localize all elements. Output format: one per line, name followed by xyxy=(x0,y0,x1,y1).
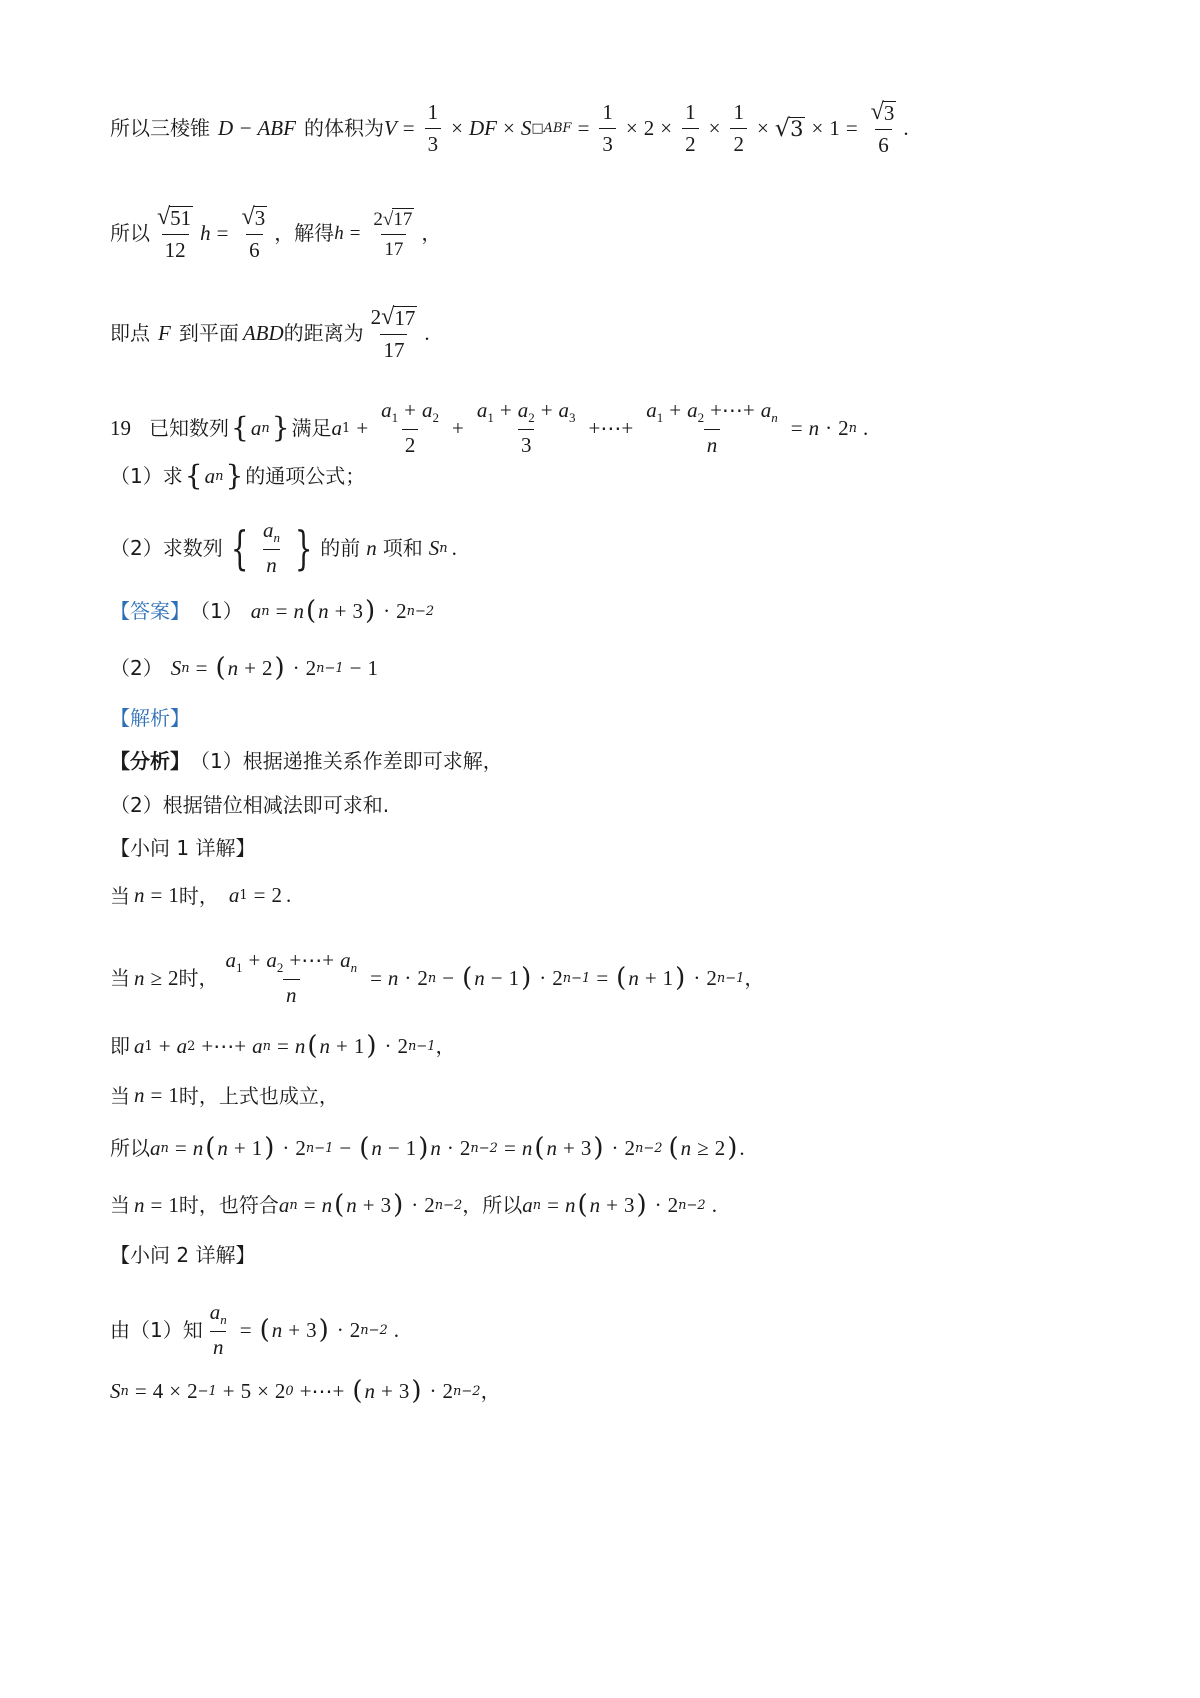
volume-line: 所以三棱锥 D − ABF 的体积为 V = $\frac{1}{3}$ × DF × S □ ABF = $\frac{1}{3}$ × 2 × $\frac{1}{2}$ × $\frac{1}{2}$ × √ 3 × 1 = √ 3 6 . xyxy=(110,99,909,157)
text-prefix: 所以三棱锥 xyxy=(110,116,210,140)
answer-2: （2） S n = ( n + 2 ) · 2 n−1 − 1 xyxy=(110,653,378,683)
sub-question-text2: 项和 xyxy=(382,536,423,560)
fenxi-text-2: （2）根据错位相减法即可求和. xyxy=(110,793,390,817)
analysis-line-2 xyxy=(110,795,389,815)
step-4: 当 n = 1 时，上式也成立， xyxy=(110,1083,339,1108)
solve-h-line: 所以 √ 51 12 h = √ 3 6 ，解得 h = 2 √ 17 17 ， xyxy=(110,204,442,262)
distance-line: 即点 F 到平面 ABD 的距离为 2 √ 17 17 . xyxy=(110,304,430,362)
text: 当 xyxy=(110,966,130,990)
step-1: 当 n = 1 时， a 1 = 2 . xyxy=(110,883,292,908)
text-prefix: 即点 xyxy=(110,321,150,345)
sub-question-1: （1）求 { a n } 的通项公式； xyxy=(110,459,366,492)
fenxi-text-1: （1）根据递推关系作差即可求解， xyxy=(190,749,503,773)
math-volume: V xyxy=(383,115,397,140)
step-8: S n = 4 × 2 −1 + 5 × 2 0 +⋯+ ( n + 3 ) · 2 n−2 ， xyxy=(110,1376,501,1406)
text: 时， xyxy=(178,883,219,908)
section-title: 【小问 2 详解】 xyxy=(110,1243,256,1267)
answer-label: （2） xyxy=(110,656,163,680)
text: 时，上式也成立， xyxy=(178,1083,339,1108)
sub1-title xyxy=(110,838,255,858)
text-mid: ，解得 xyxy=(274,221,335,245)
text-mid: 的体积为 xyxy=(303,116,384,140)
step-6: 当 n = 1 时，也符合 a n = n ( n + 3 ) · 2 n−2 ，所以 a n = n ( n + 3 ) · 2 n−2 . xyxy=(110,1190,717,1220)
step-5: 所以 a n = n ( n + 1 ) · 2 n−1 − ( n − 1 ) n · 2 n−2 = n ( n + 3 ) · 2 n−2 ( n ≥ 2 ) . xyxy=(110,1133,745,1163)
text-prefix: 所以 xyxy=(110,221,150,245)
sub-question-2: （2）求数列 { $\frac{a_n}{n}$ } 的前 n 项和 S n . xyxy=(110,518,457,577)
analysis-label: 【解析】 xyxy=(110,706,190,730)
section-title: 【小问 1 详解】 xyxy=(110,836,256,860)
text: 时， xyxy=(178,966,219,990)
text: 当 xyxy=(110,883,130,908)
sub-question-text: 的前 xyxy=(320,536,361,560)
text-mid2: 的距离为 xyxy=(283,321,364,345)
question-text: 已知数列 xyxy=(149,416,229,440)
text: 当 xyxy=(110,1193,130,1217)
text: 当 xyxy=(110,1083,130,1108)
question-number: 19 xyxy=(110,415,131,440)
math-tetra: D − ABF xyxy=(218,115,296,140)
answer-label: （1） xyxy=(190,599,243,623)
fenxi-tag: 【分析】 xyxy=(110,749,190,773)
question-19: 19 已知数列 { a n } 满足 a 1 + $\frac{a_1 + a_2}{2}$ + $\frac{a_1 + a_2 + a_3}{3}$ +⋯+ $\frac{a_1 + a_2 +\cdots+ a_n}{n}$ = n · 2 n . xyxy=(110,398,869,457)
text-mid1: 到平面 xyxy=(178,321,239,345)
text: 即 xyxy=(110,1034,130,1058)
sub-question-label: （1）求 xyxy=(110,464,183,488)
text: 所以 xyxy=(110,1136,150,1160)
sub-question-label: （2）求数列 xyxy=(110,536,223,560)
analysis-line-1 xyxy=(110,751,503,771)
step-7: 由（1）知 $\frac{a_n}{n}$ = ( n + 3 ) · 2 n−2 . xyxy=(110,1300,400,1359)
text: 由（1）知 xyxy=(110,1318,203,1342)
answer-tag: 【答案】 xyxy=(110,599,190,623)
answer-1: 【答案】 （1） a n = n ( n + 3 ) · 2 n−2 xyxy=(110,596,435,626)
text: ，所以 xyxy=(462,1193,523,1217)
step-3: 即 a 1 + a 2 +⋯+ a n = n ( n + 1 ) · 2 n−1 ， xyxy=(110,1031,456,1061)
text: 时，也符合 xyxy=(178,1193,279,1217)
question-mid: 满足 xyxy=(291,416,332,440)
step-2: 当 n ≥ 2 时， $\frac{a_1 + a_2 +\cdots+ a_n}{n}$ = n · 2 n − ( n − 1 ) · 2 n−1 = ( n + 1 ) · 2 n−1 ， xyxy=(110,948,765,1007)
sub2-title xyxy=(110,1245,255,1265)
analysis-tag xyxy=(110,708,190,728)
sub-question-text: 的通项公式； xyxy=(245,464,366,488)
